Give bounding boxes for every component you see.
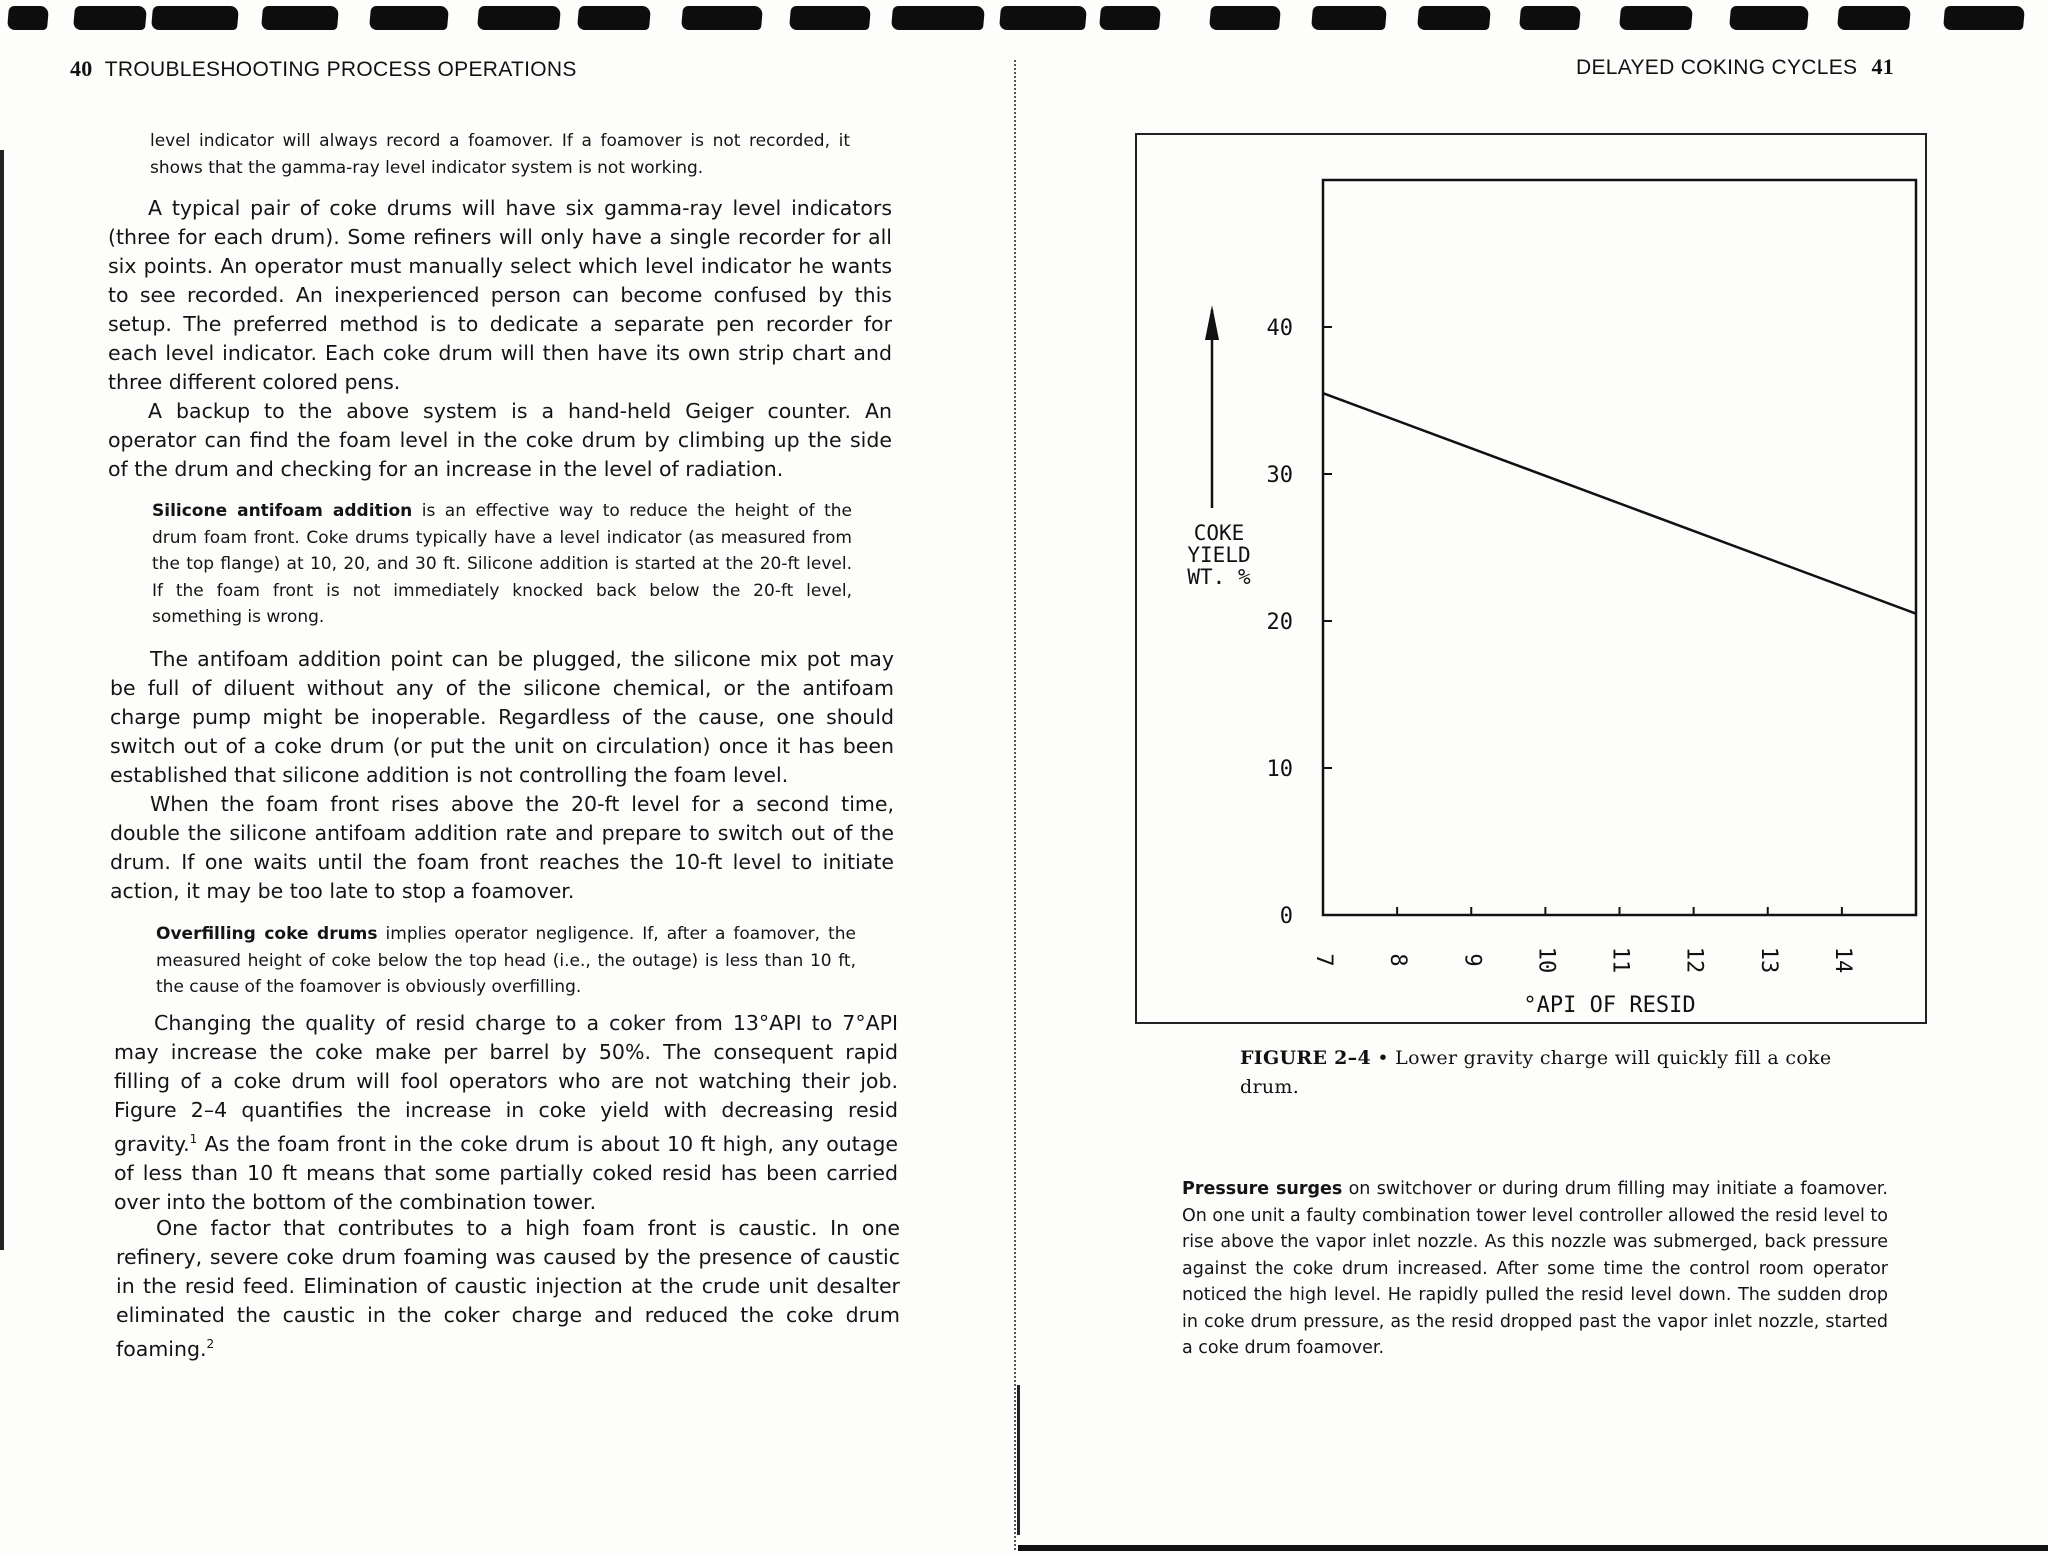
paragraph-overfill	[156, 921, 856, 1001]
silicone-term: Silicone antifoam addition	[152, 501, 413, 521]
x-tick-label: 12	[1681, 946, 1707, 974]
x-tick-label: 7	[1311, 953, 1336, 967]
paragraph-8-cont: As the foam front in the coke drum is about 10 ft high, any outage of less than 10 ft means that some partially coked resid has been carried over into the bottom of the combination tower.	[114, 1131, 898, 1214]
bottom-edge	[1018, 1545, 2048, 1551]
figure-caption	[1240, 1044, 1860, 1102]
left-page-number: 40	[70, 56, 93, 81]
y-tick-label: 40	[1266, 316, 1293, 341]
overfill-term: Overfilling coke drums	[156, 924, 378, 944]
paragraph-8	[114, 1009, 898, 1217]
left-head-title: TROUBLESHOOTING PROCESS OPERATIONS	[104, 58, 577, 81]
x-tick-label: 13	[1755, 946, 1781, 974]
footnote-ref-1: 1	[189, 1132, 198, 1146]
coke-yield-line	[1323, 393, 1916, 614]
paragraph-9	[116, 1214, 900, 1364]
y-axis-label-line: YIELD	[1187, 543, 1251, 567]
figure-frame	[1135, 133, 1927, 1024]
plot-area	[1323, 180, 1916, 915]
pressure-term: Pressure surges	[1182, 1179, 1343, 1199]
y-tick-label: 10	[1266, 757, 1293, 782]
y-axis-label-line: WT. %	[1187, 565, 1251, 589]
right-running-head	[1576, 54, 1894, 80]
left-edge	[0, 150, 4, 1250]
x-tick-label: 10	[1533, 946, 1559, 974]
paragraph-6: When the foam front rises above the 20-ft level for a second time, double the silicone antifoam addition rate and prepare to switch out of the drum. If one waits until the foam front reaches the 10-ft level to initiate action, it may be too late to stop a foamover.	[110, 792, 894, 903]
gutter-shadow	[1017, 1385, 1020, 1535]
silicone-text: is an effective way to reduce the height of the drum foam front. Coke drums typically have a level indicator (as measured from the top flange) at 10, 20, and 30 ft. Silicone addition is started at the 20-ft level. If the foam front is not immediately knocked back below the 20-ft level, something is wrong.	[152, 501, 852, 627]
figure-label: FIGURE 2–4	[1240, 1047, 1371, 1069]
pressure-text: on switchover or during drum filling may initiate a foamover. On one unit a faulty combination tower level controller allowed the resid level to rise above the vapor inlet nozzle. As this nozzle was submerged, back pressure against the coke drum increased. After some time the control room operator noticed the high level. He rapidly pulled the resid level down. The sudden drop in coke drum pressure, as the resid dropped past the vapor inlet nozzle, started a coke drum foamover.	[1182, 1179, 1888, 1358]
paragraph-9-text: One factor that contributes to a high foam front is caustic. In one refinery, severe coke drum foaming was caused by the presence of caustic in the resid feed. Elimination of caustic injection at the crude unit desalter eliminated the caustic in the coker charge and reduced the coke drum foaming.	[116, 1216, 900, 1361]
figure-caption-text: • Lower gravity charge will quickly fill a coke drum.	[1240, 1047, 1832, 1098]
left-running-head	[70, 56, 577, 82]
footnote-ref-2: 2	[206, 1337, 215, 1351]
paragraph-silicone	[152, 498, 852, 631]
right-page-number: 41	[1871, 54, 1895, 79]
paragraph-5: The antifoam addition point can be plugged, the silicone mix pot may be full of diluent without any of the silicone chemical, or the antifoam charge pump might be inoperable. Regardless of the cause, one should switch out of a coke drum (or put the unit on circulation) once it has been established that silicone addition is not controlling the foam level.	[110, 647, 894, 787]
paragraph-3: A backup to the above system is a hand-held Geiger counter. An operator can find the foam level in the coke drum by climbing up the side of the drum and checking for an increase in the level of radiation.	[108, 399, 892, 481]
paragraph-2: A typical pair of coke drums will have six gamma-ray level indicators (three for each drum). Some refiners will only have a single recorder for all six points. An operator must manually select which level indicator he wants to see recorded. An inexperienced person can become confused by this setup. The preferred method is to dedicate a separate pen recorder for each level indicator. Each coke drum will then have its own strip chart and three different colored pens.	[108, 196, 892, 394]
y-tick-label: 30	[1266, 463, 1293, 488]
right-head-title: DELAYED COKING CYCLES	[1576, 56, 1858, 79]
paragraph-8-text: Changing the quality of resid charge to a coker from 13°API to 7°API may increase the coke make per barrel by 50%. The consequent rapid filling of a coke drum will fool operators who are not watching their job. Figure 2–4 quantifies the increase in coke yield with decreasing resid gravity.	[114, 1011, 898, 1156]
coke-yield-chart	[1137, 135, 1925, 1022]
x-tick-label: 8	[1385, 953, 1411, 967]
x-tick-label: 14	[1829, 946, 1855, 974]
x-tick-label: 11	[1607, 946, 1633, 974]
y-tick-label: 20	[1266, 610, 1293, 635]
x-axis-label: °API OF RESID	[1523, 993, 1696, 1018]
paragraph-1: level indicator will always record a foamover. If a foamover is not recorded, it shows that the gamma-ray level indicator system is not working.	[150, 131, 850, 178]
overfill-text: implies operator negligence. If, after a foamover, the measured height of coke below the top head (i.e., the outage) is less than 10 ft, the cause of the foamover is obviously overfilling.	[156, 924, 857, 997]
y-tick-label: 0	[1279, 904, 1293, 929]
y-axis-arrowhead	[1205, 305, 1219, 340]
x-tick-label: 9	[1459, 953, 1485, 967]
y-axis-label-line: COKE	[1193, 521, 1245, 545]
book-gutter	[1014, 60, 1016, 1550]
paragraph-pressure	[1182, 1176, 1888, 1362]
